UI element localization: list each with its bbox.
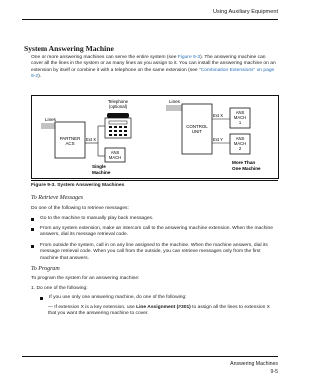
dash-text-2: to assign all the lines to extension X that you want the answering machine to cover. [48, 305, 270, 317]
one-machine-label: One Machine [232, 166, 261, 171]
section-title: System Answering Machine [24, 44, 114, 53]
running-header: Using Auxiliary Equipment [213, 9, 278, 15]
line-assignment-feature: Line Assignment (#301) [136, 305, 191, 310]
footer-rule [22, 356, 278, 357]
single-machine-diagram [41, 99, 131, 175]
unit-label: UNIT [191, 129, 203, 134]
left-ext-label: Ext X [86, 137, 97, 142]
program-title: To Program [31, 266, 60, 272]
intro-text-2: ). The answering machine can cover all the lines in the system or as many lines as you assign to it. You can install the answering machine on an extension by itself or combine it with a telephone on the same extension (see [31, 55, 276, 73]
acs-label: ACS [65, 141, 75, 146]
bullet-square-icon [31, 245, 34, 248]
figure-9-3 [31, 95, 279, 179]
intro-text-1: One or more answering machines can serve the entire system (see [31, 55, 178, 60]
more-than-label: More Than [232, 160, 256, 165]
machine-number-2: 2 [238, 146, 242, 151]
left-mach-label: MACH [108, 155, 122, 160]
figure-caption: Figure 9-3. System Answering Machines [31, 183, 125, 188]
intro-text-3: ). [38, 74, 42, 80]
figure-link[interactable]: Figure 9-3 [177, 55, 201, 60]
multiple-machine-diagram [166, 99, 261, 171]
machine-label: Machine [92, 170, 111, 175]
bullet-text: If you use only one answering machine, do one of the following: [49, 295, 187, 300]
ans1-label: ANS [235, 110, 245, 115]
program-step-1: 1. Do one of the following: [31, 286, 88, 291]
retrieve-intro: Do one of the following to retrieve messages: [31, 206, 129, 211]
bullet-text: Go to the machine to manually play back messages. [40, 216, 154, 221]
telephone-icon [105, 113, 131, 138]
left-answering-machine-icon [105, 148, 125, 162]
telephone-label: Telephone [107, 99, 129, 104]
machine-number-1: 1 [238, 120, 242, 125]
bullet-text: From outside the system, call in on any line assigned to the machine. When the machine answers, dial its message retrieval code. When you call from the outside, you can retrieve messages only from the first machine that answers. [40, 243, 268, 261]
header-rule [22, 19, 278, 20]
ext-x-label: Ext X [213, 113, 224, 118]
program-dash-item [48, 305, 276, 318]
figure-diagram [32, 96, 278, 178]
figure-bottom-rule [31, 180, 278, 181]
answering-machine-1-icon [230, 108, 250, 128]
program-intro: To program the system for an answering machine: [31, 276, 140, 281]
intro-paragraph [31, 55, 278, 81]
left-lines-label: Lines [45, 117, 56, 122]
left-ans-label: ANS [110, 150, 120, 155]
combination-extensions-link[interactable]: "Combination Extensions" on page 9-2 [31, 67, 275, 80]
bullet-square-icon [31, 228, 34, 231]
mach1-label: MACH [233, 115, 247, 120]
bullet-square-icon [40, 297, 43, 300]
telephone-optional-label: (optional) [108, 104, 128, 109]
bullet-square-icon [31, 218, 34, 221]
answering-machine-2-icon [230, 134, 250, 154]
bullet-text: From any system extension, make an intercom call to the answering machine extension. When the machine answers, dial its message retrieval code. [40, 226, 273, 238]
right-lines-label: Lines [169, 99, 180, 104]
retrieve-title: To Retrieve Messages [31, 195, 84, 201]
page-number: 9-5 [270, 369, 278, 375]
control-label: CONTROL [186, 124, 208, 129]
ans2-label: ANS [235, 136, 245, 141]
partner-label: PARTNER [59, 136, 81, 141]
single-label: Single [92, 164, 106, 169]
dash-text-1: — If extension X is a key extension, use [48, 305, 137, 310]
footer-section: Answering Machines [230, 361, 278, 367]
ext-y-label: Ext Y [213, 137, 223, 142]
mach2-label: MACH [233, 141, 247, 146]
